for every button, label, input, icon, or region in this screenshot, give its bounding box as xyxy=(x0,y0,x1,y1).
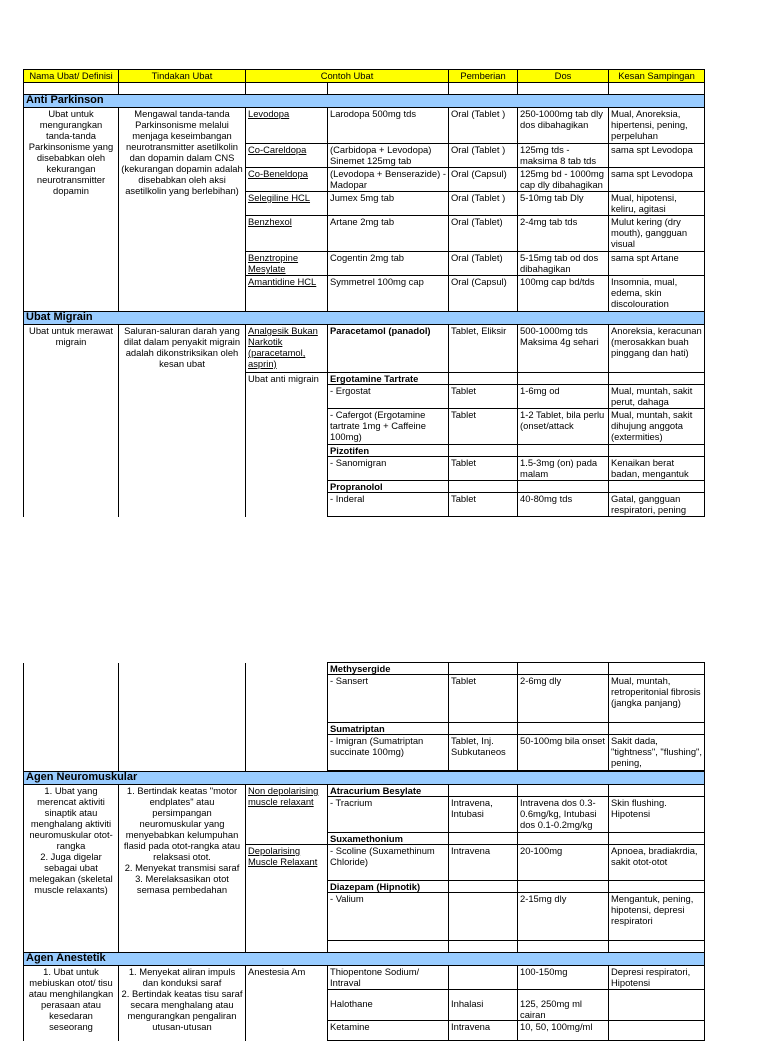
section-ubat-migrain xyxy=(24,312,705,325)
example-cell: Artane 2mg tab xyxy=(328,216,449,252)
effect-cell: sama spt Levodopa xyxy=(609,144,705,168)
header-kesan: Kesan Sampingan xyxy=(609,70,705,83)
route-cell: Oral (Tablet ) xyxy=(449,108,518,144)
header-nama: Nama Ubat/ Definisi xyxy=(24,70,119,83)
example-cell: Larodopa 500mg tds xyxy=(328,108,449,144)
category-cell: Non depolarising muscle relaxant xyxy=(246,785,328,845)
section-title: Anti Parkinson xyxy=(24,95,705,108)
group-heading: Atracurium Besylate xyxy=(328,785,449,797)
group-heading: Ergotamine Tartrate xyxy=(328,373,449,385)
drug-name: Amantidine HCL xyxy=(246,276,328,312)
table-row xyxy=(24,663,705,675)
group-heading: Propranolol xyxy=(328,481,449,493)
drug-name: - Imigran (Sumatriptan succinate 100mg) xyxy=(328,735,449,771)
dose-cell: 5-10mg tab Dly xyxy=(518,192,609,216)
sheet-page-2 xyxy=(23,662,704,1032)
effect-cell: Sakit dada, "tightness", "flushing", pening, xyxy=(609,735,705,771)
route-cell: Intravena xyxy=(449,1021,518,1041)
table-row xyxy=(24,785,705,797)
effect-cell: Gatal, gangguan respiratori, pening xyxy=(609,493,705,517)
drug-name: - Sansert xyxy=(328,675,449,723)
route-cell: Oral (Capsul) xyxy=(449,168,518,192)
route-cell: Intravena, Intubasi xyxy=(449,797,518,833)
route-cell: Tablet xyxy=(449,493,518,517)
example-cell: (Carbidopa + Levodopa) Sinemet 125mg tab xyxy=(328,144,449,168)
route-cell: Intravena xyxy=(449,845,518,881)
effect-cell: Anoreksia, keracunan (merosakkan buah pinggang dan hati) xyxy=(609,325,705,373)
table-row xyxy=(24,966,705,990)
section-agen-neuromuskular xyxy=(24,772,705,785)
drug-name: Selegiline HCL xyxy=(246,192,328,216)
effect-cell: Insomnia, mual, edema, skin discolouration xyxy=(609,276,705,312)
route-cell: Oral (Tablet ) xyxy=(449,192,518,216)
route-cell: Tablet xyxy=(449,385,518,409)
drug-name: - Ergostat xyxy=(328,385,449,409)
drug-name: Halothane xyxy=(328,990,449,1021)
header-dos: Dos xyxy=(518,70,609,83)
definition-cell: 1. Ubat untuk mebiuskan otot/ tisu atau menghilangkan perasaan atau kesedaran seseorang xyxy=(24,966,119,1041)
drug-name: Co-Careldopa xyxy=(246,144,328,168)
effect-cell: Mual, muntah, retroperitonial fibrosis (jangka panjang) xyxy=(609,675,705,723)
category-cell xyxy=(246,325,328,373)
drug-name: Thiopentone Sodium/ Intraval xyxy=(328,966,449,990)
category-label: Analgesik Bukan Narkotik (paracetamol, asprin) xyxy=(248,325,318,369)
drug-table-page-1 xyxy=(23,69,705,517)
group-heading: Suxamethonium xyxy=(328,833,449,845)
action-cell: Saluran-saluran darah yang dilat dalam penyakit migrain adalah dikonstriksikan oleh kesan ubat xyxy=(119,325,246,517)
dose-cell: 100mg cap bd/tds xyxy=(518,276,609,312)
route-cell: Inhalasi xyxy=(449,990,518,1021)
category-cell: Ubat anti migrain xyxy=(246,373,328,517)
dose-cell: 2-4mg tab tds xyxy=(518,216,609,252)
action-cell: Mengawal tanda-tanda Parkinsonisme melalui menjaga keseimbangan neurotransmitter asetilkolin dan dopamin dalam CNS (kekurangan dopamin adalah disebabkan oleh aksi asetilkolin yang berlebihan) xyxy=(119,108,246,312)
effect-cell: Depresi respiratori, Hipotensi xyxy=(609,966,705,990)
sheet-page-1 xyxy=(23,69,704,517)
section-title: Agen Neuromuskular xyxy=(24,772,705,785)
effect-cell: Mual, hipotensi, keliru, agitasi xyxy=(609,192,705,216)
effect-cell: Mengantuk, pening, hipotensi, depresi respiratori xyxy=(609,893,705,941)
drug-name: - Cafergot (Ergotamine tartrate 1mg + Caffeine 100mg) xyxy=(328,409,449,445)
dose-cell: 40-80mg tds xyxy=(518,493,609,517)
effect-cell: Kenaikan berat badan, mengantuk xyxy=(609,457,705,481)
dose-cell: 1-2 Tablet, bila perlu (onset/attack xyxy=(518,409,609,445)
group-heading: Methysergide xyxy=(328,663,449,675)
dose-cell: 125, 250mg ml cairan xyxy=(518,990,609,1021)
drug-name: Ketamine xyxy=(328,1021,449,1041)
section-title: Agen Anestetik xyxy=(24,953,705,966)
example-cell: Symmetrel 100mg cap xyxy=(328,276,449,312)
drug-name: Benzhexol xyxy=(246,216,328,252)
effect-cell: Skin flushing. Hipotensi xyxy=(609,797,705,833)
column-headers xyxy=(24,70,705,83)
category-cell: Anestesia Am xyxy=(246,966,328,1041)
section-title: Ubat Migrain xyxy=(24,312,705,325)
header-pemberian: Pemberian xyxy=(449,70,518,83)
drug-name: - Sanomigran xyxy=(328,457,449,481)
header-tindakan: Tindakan Ubat xyxy=(119,70,246,83)
definition-cell: 1. Ubat yang merencat aktiviti sinaptik atau menghalang aktiviti neuromuskular otot-rangka 2. Juga digelar sebagai ubat melegakan (skeletal muscle relaxants) xyxy=(24,785,119,953)
route-cell: Tablet, Eliksir xyxy=(449,325,518,373)
dose-cell: Intravena dos 0.3-0.6mg/kg, Intubasi dos 0.1-0.2mg/kg xyxy=(518,797,609,833)
section-agen-anestetik xyxy=(24,953,705,966)
example-cell: (Levodopa + Benserazide) - Madopar xyxy=(328,168,449,192)
dose-cell: 2-6mg dly xyxy=(518,675,609,723)
dose-cell: 10, 50, 100mg/ml xyxy=(518,1021,609,1041)
group-heading: Diazepam (Hipnotik) xyxy=(328,881,449,893)
drug-name: - Scoline (Suxamethinum Chloride) xyxy=(328,845,449,881)
effect-cell: Mual, Anoreksia, hipertensi, pening, perpeluhan xyxy=(609,108,705,144)
route-cell: Oral (Tablet ) xyxy=(449,144,518,168)
drug-table-page-2 xyxy=(23,662,705,1041)
section-anti-parkinson xyxy=(24,95,705,108)
drug-name: Co-Beneldopa xyxy=(246,168,328,192)
effect-cell: Mual, muntah, sakit dihujung anggota (extermities) xyxy=(609,409,705,445)
drug-name: Levodopa xyxy=(246,108,328,144)
dose-cell: 250-1000mg tab dly dos dibahagikan xyxy=(518,108,609,144)
dose-cell: 125mg bd - 1000mg cap dly dibahagikan xyxy=(518,168,609,192)
effect-cell: sama spt Levodopa xyxy=(609,168,705,192)
dose-cell: 50-100mg bila onset xyxy=(518,735,609,771)
effect-cell: Mual, muntah, sakit perut, dahaga xyxy=(609,385,705,409)
table-row xyxy=(24,108,705,144)
dose-cell: 2-15mg dly xyxy=(518,893,609,941)
route-cell: Tablet xyxy=(449,457,518,481)
example-cell: Cogentin 2mg tab xyxy=(328,252,449,276)
effect-cell: Apnoea, bradiakrdia, sakit otot-otot xyxy=(609,845,705,881)
route-cell xyxy=(449,966,518,990)
dose-cell: 1.5-3mg (on) pada malam xyxy=(518,457,609,481)
route-cell xyxy=(449,893,518,941)
group-heading: Pizotifen xyxy=(328,445,449,457)
action-cell: 1. Menyekat aliran impuls dan konduksi saraf 2. Bertindak keatas tisu saraf secara menghalang atau mengurangkan pengaliran utusan-utusan xyxy=(119,966,246,1041)
drug-name: Benztropine Mesylate xyxy=(246,252,328,276)
route-cell: Oral (Tablet) xyxy=(449,216,518,252)
drug-name: - Tracrium xyxy=(328,797,449,833)
route-cell: Oral (Tablet) xyxy=(449,252,518,276)
group-heading: Sumatriptan xyxy=(328,723,449,735)
table-row xyxy=(24,325,705,373)
dose-cell: 1-6mg od xyxy=(518,385,609,409)
route-cell: Tablet, Inj. Subkutaneos xyxy=(449,735,518,771)
dose-cell: 125mg tds - maksima 8 tab tds xyxy=(518,144,609,168)
dose-cell: 500-1000mg tds Maksima 4g sehari xyxy=(518,325,609,373)
drug-name: - Inderal xyxy=(328,493,449,517)
effect-cell xyxy=(609,990,705,1021)
route-cell: Tablet xyxy=(449,409,518,445)
dose-cell: 20-100mg xyxy=(518,845,609,881)
route-cell: Oral (Capsul) xyxy=(449,276,518,312)
example-cell: Jumex 5mg tab xyxy=(328,192,449,216)
drug-name: Paracetamol (panadol) xyxy=(328,325,449,373)
effect-cell: Mulut kering (dry mouth), gangguan visual xyxy=(609,216,705,252)
dose-cell: 100-150mg xyxy=(518,966,609,990)
dose-cell: 5-15mg tab od dos dibahagikan xyxy=(518,252,609,276)
definition-cell: Ubat untuk merawat migrain xyxy=(24,325,119,517)
effect-cell: sama spt Artane xyxy=(609,252,705,276)
action-cell: 1. Bertindak keatas "motor endplates" atau persimpangan neuromuskular yang menyebabkan kelumpuhan flasid pada otot-rangka atau relaksasi otot. 2. Menyekat transmisi saraf 3. Merelaksasikan otot semasa pembedahan xyxy=(119,785,246,953)
definition-cell: Ubat untuk mengurangkan tanda-tanda Parkinsonisme yang disebabkan oleh kekurangan neurotransmitter dopamin xyxy=(24,108,119,312)
category-cell: Depolarising Muscle Relaxant xyxy=(246,845,328,953)
header-contoh: Contoh Ubat xyxy=(246,70,449,83)
drug-name: - Valium xyxy=(328,893,449,941)
route-cell: Tablet xyxy=(449,675,518,723)
